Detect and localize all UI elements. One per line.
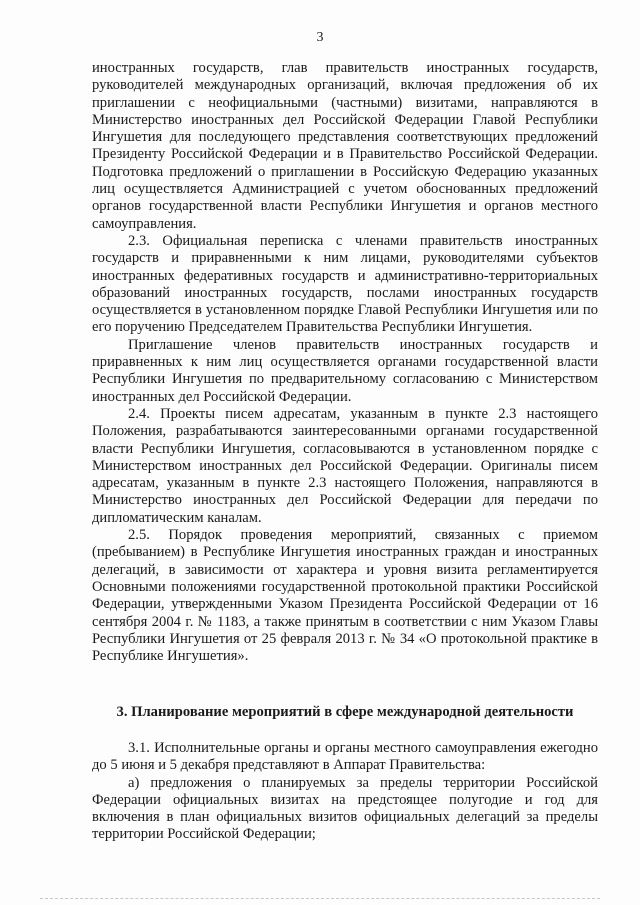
- paragraph: Приглашение членов правительств иностранных государств и приравненных к ним лиц осуществляется органами государственной власти Республики Ингушетия по предварительному согласованию с Министерством иностранных дел Российской Федерации.: [92, 336, 598, 405]
- document-body: [92, 60, 598, 665]
- section-body: [92, 740, 598, 844]
- page-number: 3: [316, 30, 324, 45]
- paragraph: 2.5. Порядок проведения мероприятий, связанных с приемом (пребыванием) в Республике Ингушетия иностранных граждан и иностранных делегаций, в зависимости от характера и уровня визита регламентируется Основными положениями государственной протокольной практики Российской Федерации, утвержденными Указом Президента Российской Федерации от 16 сентября 2004 г. № 1183, а также принятым в соответствии с ним Указом Главы Республики Ингушетия от 25 февраля 2013 г. № 34 «О протокольной практике в Республике Ингушетия».: [92, 527, 598, 665]
- paragraph: а) предложения о планируемых за пределы территории Российской Федерации официальных визитах на предстоящее полугодие и год для включения в план официальных визитов официальных делегаций за пределы территории Российской Федерации;: [92, 774, 598, 843]
- paragraph: 2.3. Официальная переписка с членами правительств иностранных государств и приравненными к ним лицами, руководителями субъектов иностранных федеративных государств и административно-территориальных образований иностранных государств, послами иностранных государств осуществляется в установленном порядке Главой Республики Ингушетия или по его поручению Председателем Правительства Республики Ингушетия.: [92, 232, 598, 336]
- scan-artifact-line: [40, 897, 600, 899]
- section-heading: 3. Планирование мероприятий в сфере международной деятельности: [116, 704, 574, 720]
- paragraph: 2.4. Проекты писем адресатам, указанным в пункте 2.3 настоящего Положения, разрабатываются заинтересованными органами государственной власти Республики Ингушетия, согласовываются в установленном порядке с Министерством иностранных дел Российской Федерации. Оригиналы писем адресатам, указанным в пункте 2.3 настоящего Положения, направляются в Министерство иностранных дел Российской Федерации для передачи по дипломатическим каналам.: [92, 405, 598, 526]
- paragraph: 3.1. Исполнительные органы и органы местного самоуправления ежегодно до 5 июня и 5 декабря представляют в Аппарат Правительства:: [92, 740, 598, 774]
- paragraph: иностранных государств, глав правительств иностранных государств, руководителей международных организаций, включая предложения об их приглашении с неофициальными (частными) визитами, направляются в Министерство иностранных дел Российской Федерации Главой Республики Ингушетия для последующего представления соответствующих предложений Президенту Российской Федерации и в Правительство Российской Федерации. Подготовка предложений о приглашении в Российскую Федерацию указанных лиц осуществляется Администрацией с учетом обоснованных предложений органов государственной власти Республики Ингушетия и органов местного самоуправления.: [92, 60, 598, 232]
